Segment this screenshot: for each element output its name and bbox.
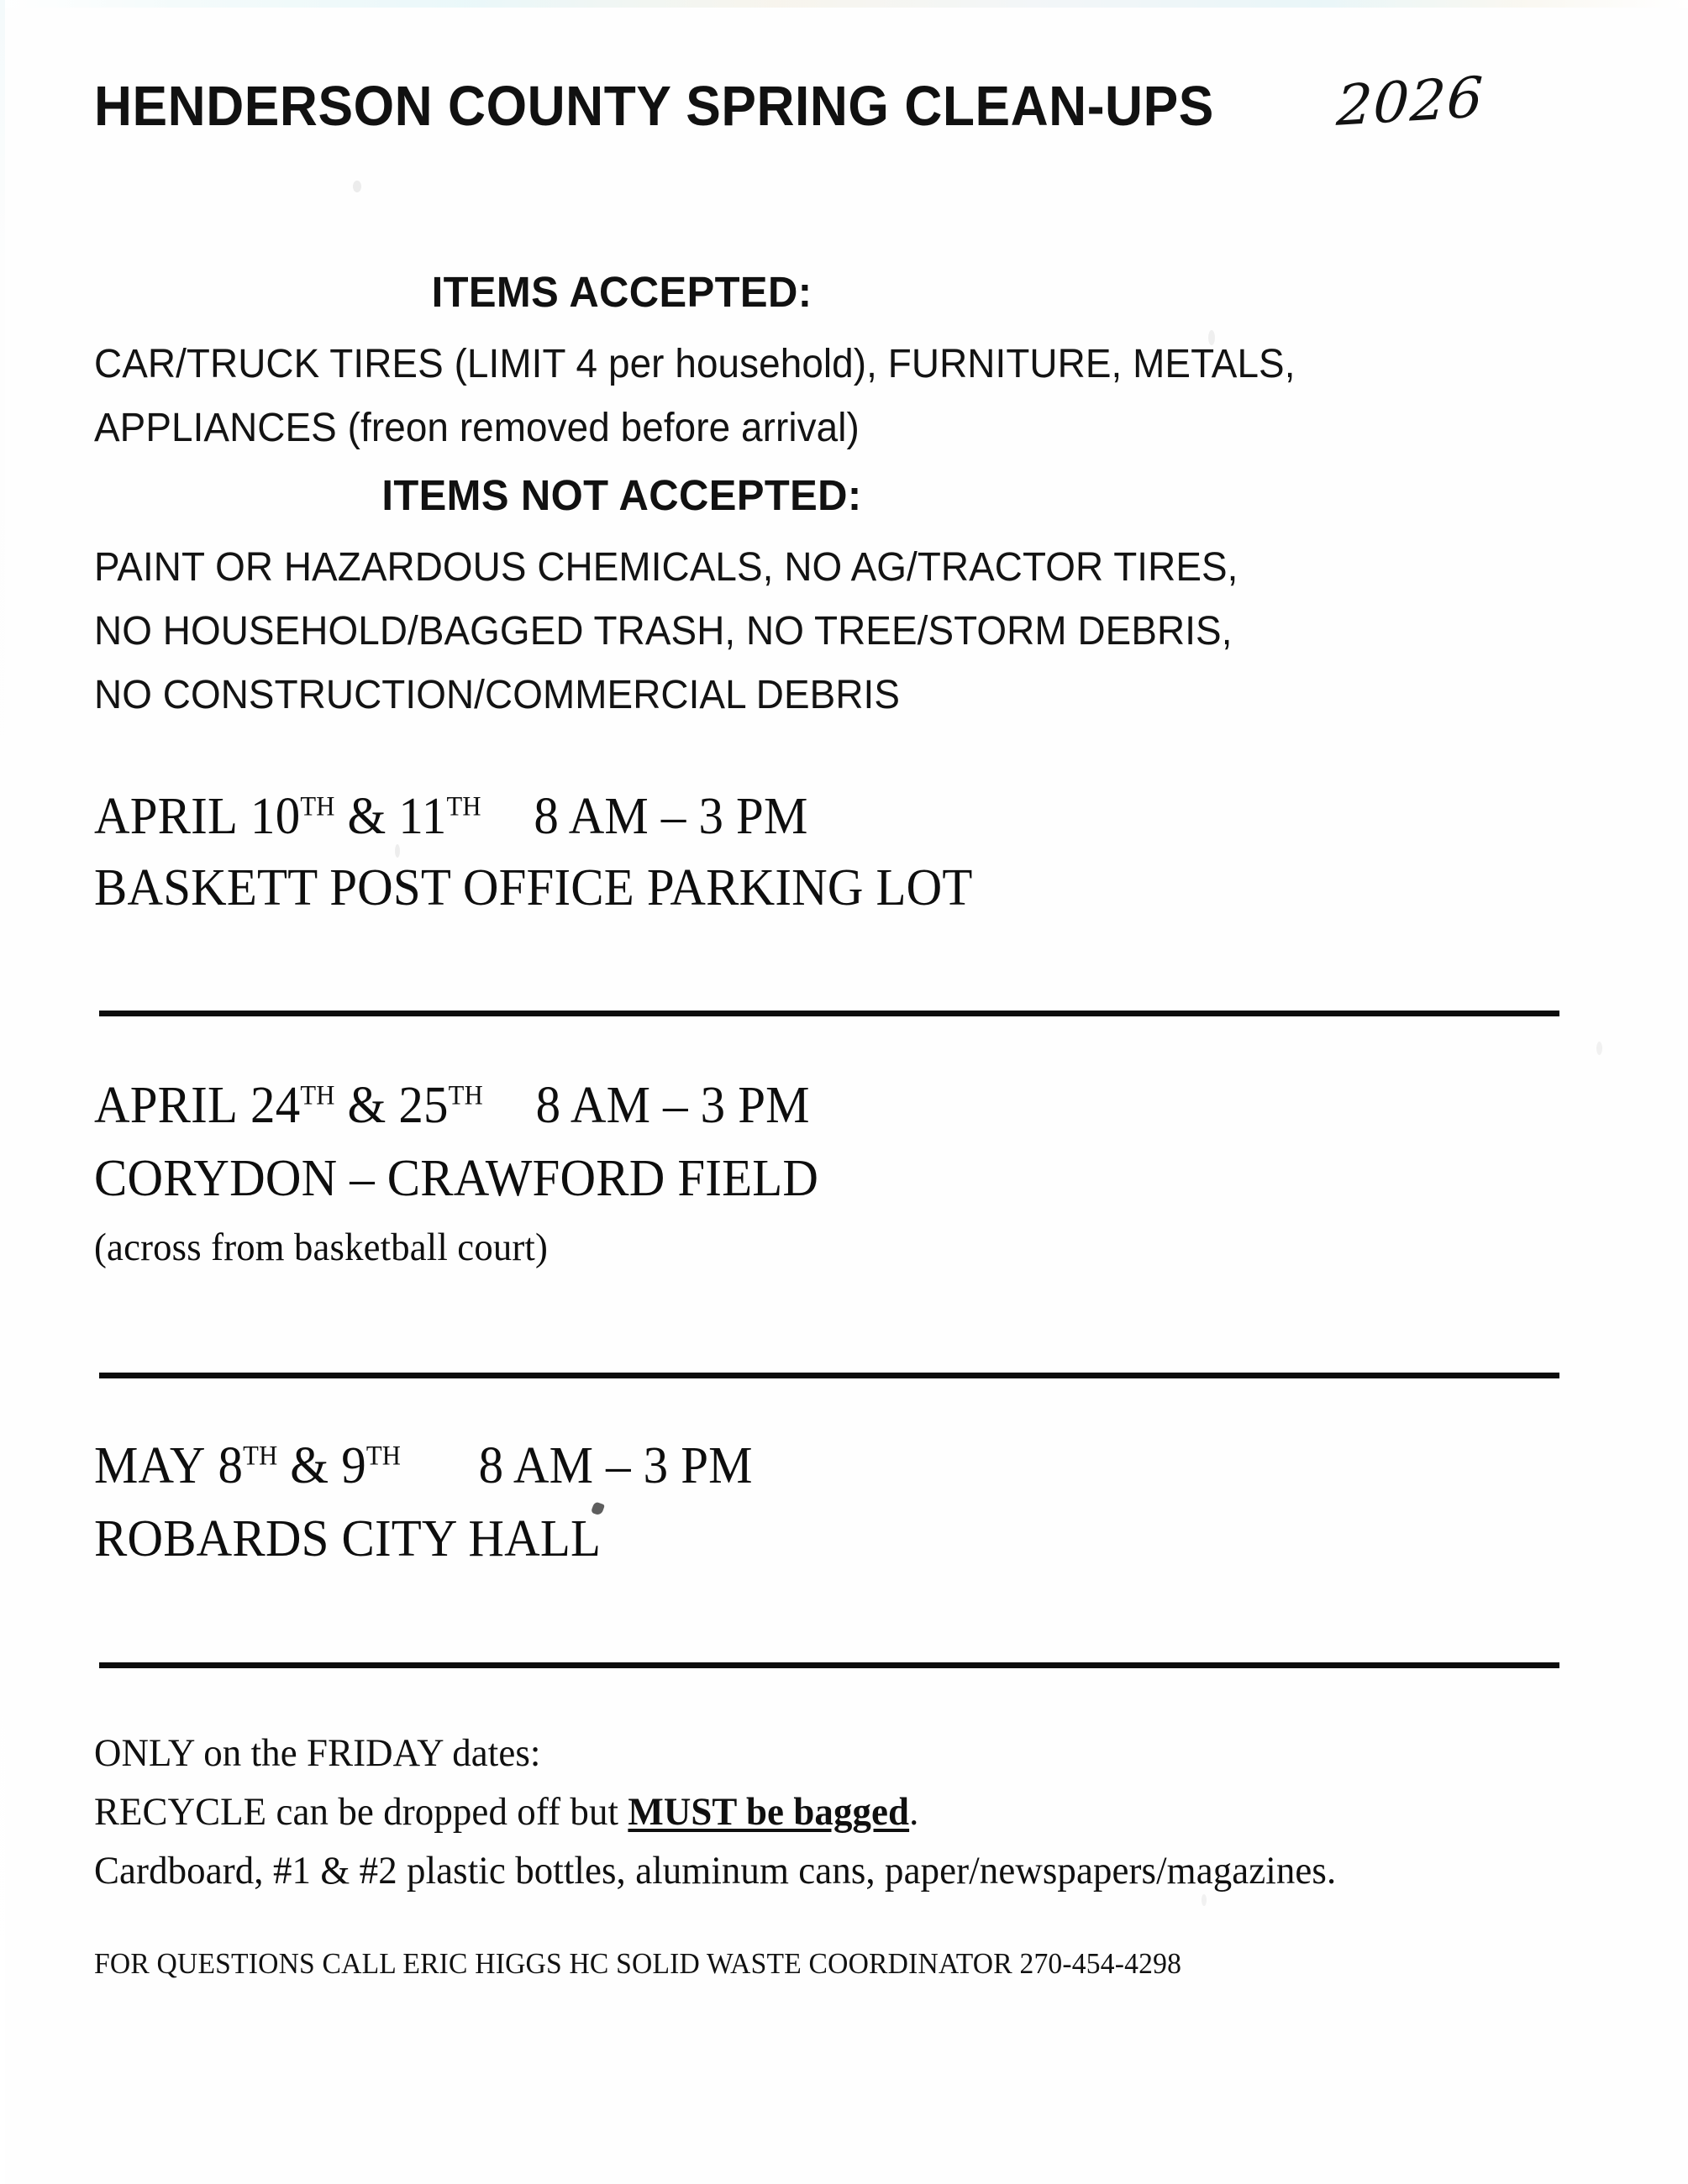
event-3-date-time: [94, 1436, 753, 1496]
recycle-bagged-prefix: RECYCLE can be dropped off but: [94, 1790, 628, 1834]
items-accepted-line-2: APPLIANCES (freon removed before arrival): [94, 406, 860, 450]
scan-edge-left: [0, 0, 5, 2184]
scan-smudge: [1202, 1894, 1207, 1906]
event-2-time: 8 AM – 3 PM: [535, 1077, 810, 1134]
event-1-day-1-suffix: TH: [300, 790, 335, 822]
recycle-friday-note: ONLY on the FRIDAY dates:: [94, 1731, 541, 1775]
items-not-accepted-line-2: NO HOUSEHOLD/BAGGED TRASH, NO TREE/STORM DEBRIS,: [94, 609, 1233, 654]
event-1-day-2-suffix: TH: [446, 790, 481, 822]
contact-line: FOR QUESTIONS CALL ERIC HIGGS HC SOLID WASTE COORDINATOR 270-454-4298: [94, 1947, 1182, 1980]
event-3-month: MAY: [94, 1437, 206, 1494]
handwritten-year: 2026: [1335, 64, 1486, 139]
event-3-day-2: 9: [341, 1437, 366, 1494]
items-accepted-line-1: CAR/TRUCK TIRES (LIMIT 4 per household), FURNITURE, METALS,: [94, 342, 1296, 386]
event-1-location: BASKETT POST OFFICE PARKING LOT: [94, 859, 973, 916]
items-not-accepted-heading: ITEMS NOT ACCEPTED:: [381, 471, 862, 519]
items-accepted-heading: ITEMS ACCEPTED:: [431, 268, 812, 316]
recycle-materials-list: Cardboard, #1 & #2 plastic bottles, aluminum cans, paper/newspapers/magazines.: [94, 1849, 1337, 1893]
event-3-conjunction: &: [290, 1437, 329, 1494]
event-1-day-1: 10: [250, 788, 301, 845]
event-2-day-1: 24: [250, 1077, 301, 1134]
event-2-date-time: [94, 1076, 810, 1136]
event-3-day-2-suffix: TH: [365, 1440, 402, 1471]
items-not-accepted-line-1: PAINT OR HAZARDOUS CHEMICALS, NO AG/TRACTOR TIRES,: [94, 545, 1238, 590]
event-1-month: APRIL: [94, 788, 239, 845]
recycle-bagged-emphasis: MUST be bagged: [628, 1790, 910, 1834]
section-divider-2: [99, 1373, 1559, 1378]
page-title-text: HENDERSON COUNTY SPRING CLEAN-UPS: [94, 75, 1214, 138]
event-2-location: CORYDON – CRAWFORD FIELD: [94, 1150, 819, 1207]
recycle-bagged-suffix: .: [909, 1790, 919, 1834]
event-3-time: 8 AM – 3 PM: [478, 1437, 753, 1494]
event-1-time: 8 AM – 3 PM: [534, 788, 808, 845]
event-2-day-2-suffix: TH: [448, 1079, 483, 1110]
event-2-day-1-suffix: TH: [300, 1079, 335, 1110]
event-1-day-2: 11: [398, 788, 447, 845]
event-2-month: APRIL: [94, 1077, 239, 1134]
scan-smudge: [353, 181, 361, 192]
recycle-bagged-note: [94, 1789, 918, 1835]
event-2-note: (across from basketball court): [94, 1226, 549, 1269]
section-divider-1: [99, 1011, 1559, 1016]
items-not-accepted-line-3: NO CONSTRUCTION/COMMERCIAL DEBRIS: [94, 673, 901, 717]
event-3-location: ROBARDS CITY HALL: [94, 1510, 602, 1567]
event-3-day-1-suffix: TH: [243, 1440, 278, 1471]
page-title: [94, 64, 1606, 139]
event-1-conjunction: &: [347, 788, 387, 845]
event-1-date-time: [94, 787, 808, 847]
event-2-day-2: 25: [398, 1077, 449, 1134]
event-3-day-1: 8: [218, 1437, 244, 1494]
scan-smudge: [1596, 1042, 1602, 1055]
scan-edge-top: [0, 0, 1688, 8]
section-divider-3: [99, 1662, 1559, 1668]
event-2-conjunction: &: [347, 1077, 387, 1134]
